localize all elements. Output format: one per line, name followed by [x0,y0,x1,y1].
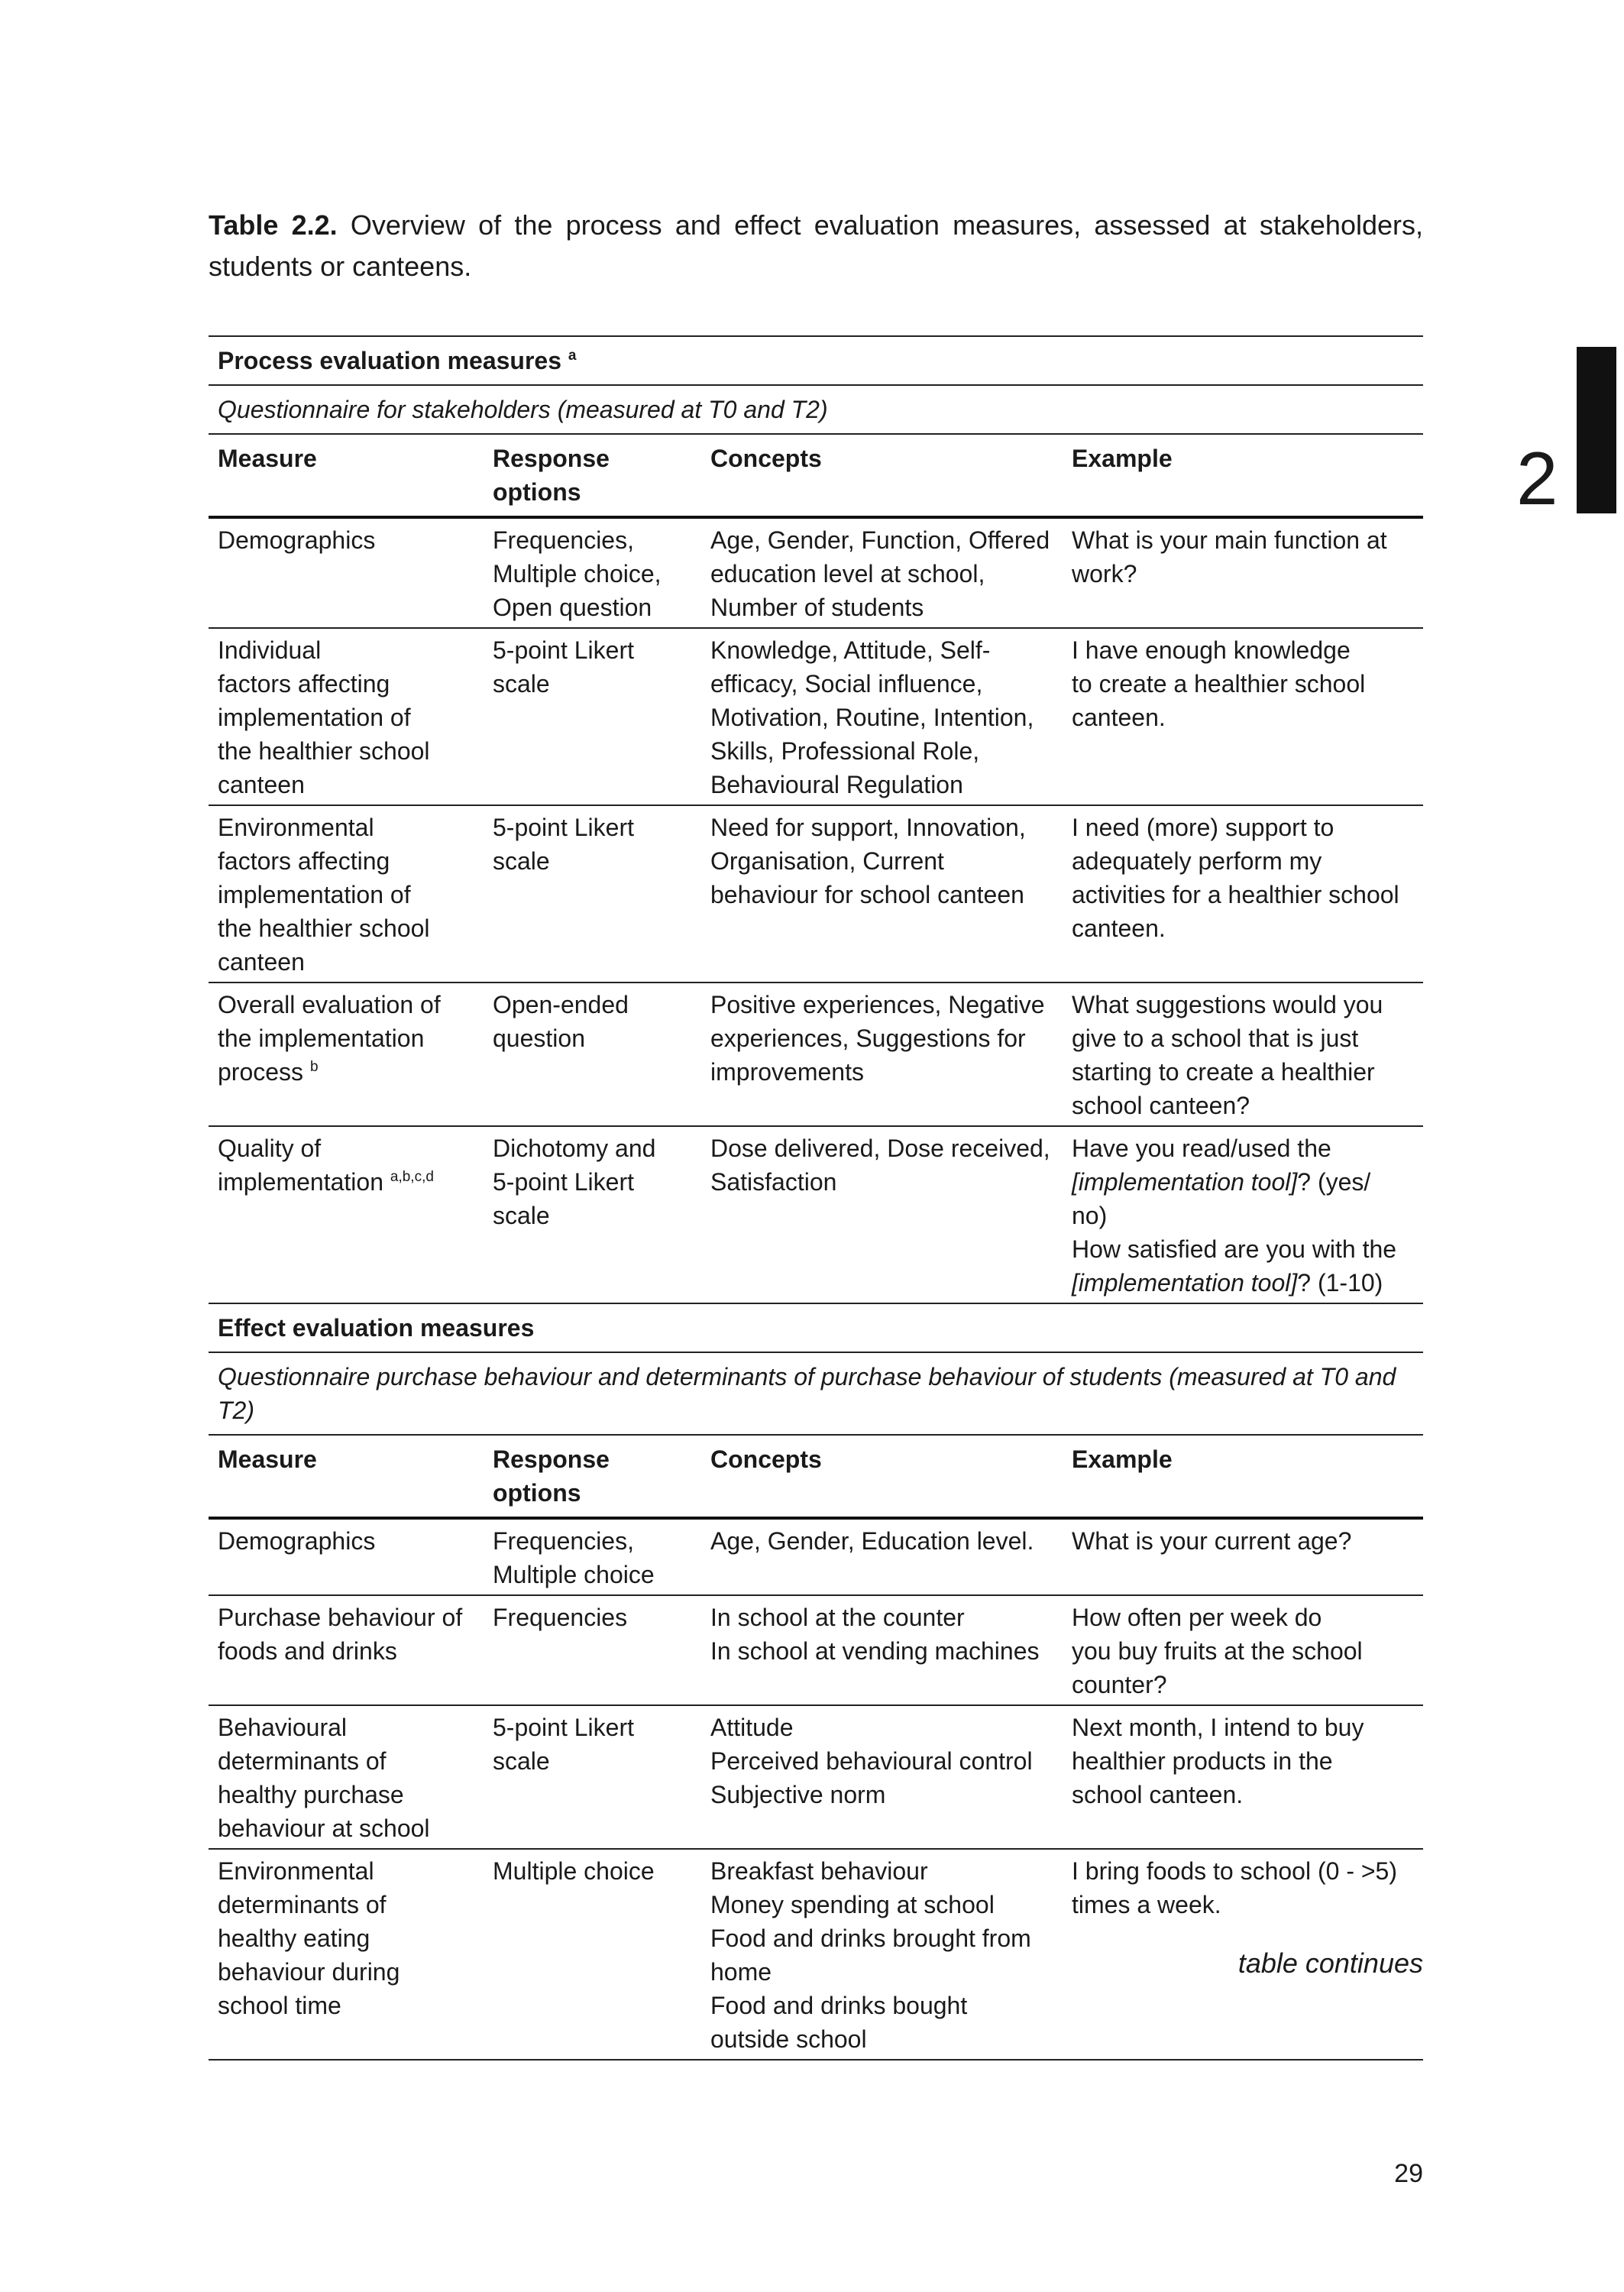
table-row [209,1126,1423,1303]
response-cell: Dichotomy and 5-point Likert scale [484,1126,701,1303]
response-cell: Open-ended question [484,983,701,1126]
footnote-mark: b [309,1059,319,1075]
header-measure: Measure [209,1435,484,1518]
chapter-thumb-tab [1577,347,1616,513]
footnote-mark: a,b,c,d [390,1169,434,1185]
concepts-cell: Breakfast behaviour Money spending at school Food and drinks brought from home Food and drinks bought outside school [701,1849,1063,2060]
chapter-number: 2 [1516,436,1558,520]
process-section-title-row [209,336,1423,385]
header-response-options: Response options [484,434,701,517]
process-subtitle-row [209,385,1423,434]
header-measure: Measure [209,434,484,517]
example-cell: I bring foods to school (0 - >5) times a week. [1063,1849,1423,2060]
evaluation-measures-table [209,335,1423,2061]
process-header-row [209,434,1423,517]
response-cell: Multiple choice [484,1849,701,2060]
example-cell: I have enough knowledge to create a healthier school canteen. [1063,628,1423,805]
footnote-mark: a [568,348,577,364]
table-caption-text: Overview of the process and effect evaluation measures, assessed at stakeholders, students or canteens. [209,209,1423,282]
concepts-cell: Positive experiences, Negative experiences, Suggestions for improvements [701,983,1063,1126]
response-cell: Frequencies [484,1595,701,1705]
measure-cell: Demographics [218,526,376,554]
concepts-cell: Need for support, Innovation, Organisation, Current behaviour for school canteen [701,805,1063,983]
concepts-cell: Attitude Perceived behavioural control Subjective norm [701,1705,1063,1849]
example-cell: What is your main function at work? [1072,526,1387,588]
measure-cell: Individual factors affecting implementation of the healthier school canteen [209,628,484,805]
table-row [209,805,1423,983]
header-response-options: Response options [484,1435,701,1518]
measure-cell: Environmental determinants of healthy eating behaviour during school time [209,1849,484,2060]
example-cell: What is your current age? [1072,1527,1352,1555]
effect-section-title-row [209,1303,1423,1352]
response-cell: Frequencies, Multiple choice, Open question [493,526,662,621]
concepts-cell: Knowledge, Attitude, Self- efficacy, Social influence, Motivation, Routine, Intention, Skills, Professional Role, Behavioural Regulation [701,628,1063,805]
table-label: Table 2.2. [209,209,338,241]
concepts-cell: Dose delivered, Dose received, Satisfaction [701,1126,1063,1303]
concepts-cell: In school at the counter In school at vending machines [701,1595,1063,1705]
header-concepts: Concepts [701,1435,1063,1518]
table-row [209,1705,1423,1849]
table-caption [209,205,1423,287]
effect-section-title: Effect evaluation measures [209,1303,1423,1352]
page-number: 29 [1394,2159,1423,2188]
measure-cell: Environmental factors affecting implementation of the healthier school canteen [209,805,484,983]
process-section-title: Process evaluation measures $^a$ [209,336,1423,385]
concepts-cell: Age, Gender, Function, Offered education level at school, Number of students [710,526,1050,621]
table-row [209,1595,1423,1705]
example-cell: Next month, I intend to buy healthier products in the school canteen. [1063,1705,1423,1849]
effect-header-row [209,1435,1423,1518]
table-row [209,628,1423,805]
example-cell: What suggestions would you give to a school that is just starting to create a healthier school canteen? [1063,983,1423,1126]
effect-subtitle-row [209,1352,1423,1435]
example-cell: I need (more) support to adequately perform my activities for a healthier school canteen. [1063,805,1423,983]
response-cell: 5-point Likert scale [484,628,701,805]
effect-subtitle: Questionnaire purchase behaviour and determinants of purchase behaviour of students (measured at T0 and T2) [209,1352,1423,1435]
table-row [209,983,1423,1126]
response-cell: Frequencies, Multiple choice [493,1527,655,1588]
response-cell: 5-point Likert scale [484,805,701,983]
table-row [209,1518,1423,1595]
process-subtitle: Questionnaire for stakeholders (measured at T0 and T2) [209,385,1423,434]
measure-cell: Behavioural determinants of healthy purchase behaviour at school [209,1705,484,1849]
table-continues-note: table continues [1237,1947,1423,1979]
measure-cell: Purchase behaviour of foods and drinks [209,1595,484,1705]
header-concepts: Concepts [701,434,1063,517]
example-cell: How often per week do you buy fruits at the school counter? [1063,1595,1423,1705]
example-cell: Have you read/used the [implementation tool]? (yes/ no) How satisfied are you with the [implementation tool]? (1-10) [1063,1126,1423,1303]
table-row [209,517,1423,628]
concepts-cell: Age, Gender, Education level. [710,1527,1034,1555]
header-example: Example [1063,1435,1423,1518]
response-cell: 5-point Likert scale [484,1705,701,1849]
measure-cell: Overall evaluation of the implementation process $^b$ [209,983,484,1126]
header-example: Example [1063,434,1423,517]
measure-cell: Quality of implementation $^{a,b,c,d}$ [209,1126,484,1303]
measure-cell: Demographics [218,1527,376,1555]
